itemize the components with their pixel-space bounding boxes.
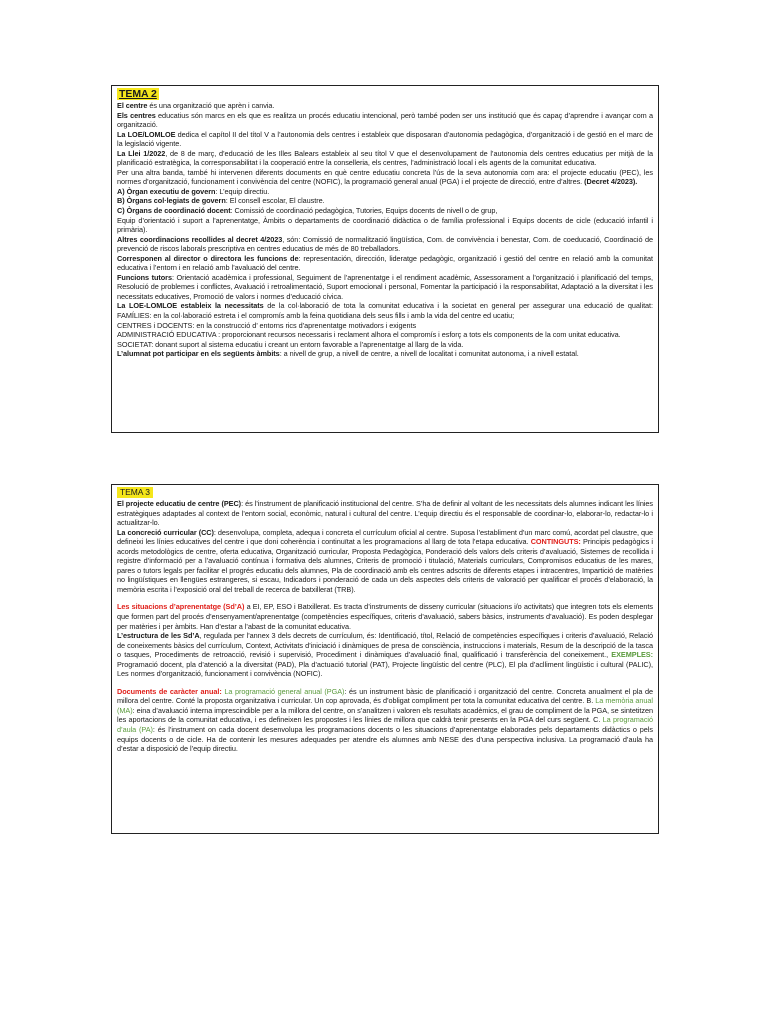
bold-term: C) Òrgans de coordinació docent bbox=[117, 206, 231, 216]
text: Per una altra banda, també hi intervenen diferents documents en què centre educatiu concreta l’ús de la seva autonomia com ara: el projecte educatiu (PEC), les normes d’organització, funcionament i convivència del centre (NOFIC), la programació general anual (PGA) i el projecte de direcció, entre d’altres. bbox=[117, 167, 653, 187]
highlight-red: Les situacions d’aprenentatge (SdʼA) bbox=[117, 602, 245, 612]
bold-term: L’alumnat pot participar en els següents àmbits bbox=[117, 349, 280, 359]
text: SOCIETAT: donant suport al sistema educatiu i creant un entorn favorable a l’aprenentatge al llarg de la vida. bbox=[117, 339, 464, 349]
bold-term: El centre bbox=[117, 101, 148, 110]
highlight-red: CONTINGUTS: bbox=[530, 537, 581, 547]
tema-3-content bbox=[117, 487, 653, 754]
text: , de 8 de març, d’educació de les Illes Balears estableix al seu títol V que el desenvolupament de l’autonomia dels centres educatius per mitjà de la planificació estratègica, la corresponsabilitat i la cooperació entre la conselleria, els centres, l’administració local i els agents de la comunitat educativa. bbox=[117, 148, 653, 168]
paragraph bbox=[117, 235, 653, 254]
tema-3-box bbox=[111, 484, 659, 834]
paragraph bbox=[117, 631, 653, 679]
paragraph bbox=[117, 330, 653, 340]
text: Programació docent, pla d’atenció a la diversitat (PAD), Pla d’actuació tutorial (PAT), Projecte lingüístic del centre (PLC), El pla d’aclliment lingüístic i cultural (PALIC), Les normes d’organització, funcionament i convivència (NOFIC). bbox=[117, 659, 653, 679]
bold-term: L’estructura de les SdʼA bbox=[117, 631, 200, 641]
paragraph bbox=[117, 602, 653, 631]
text: : L’equip directiu. bbox=[215, 186, 270, 196]
bold-term: Altres coordinacions recollides al decret 4/2023 bbox=[117, 234, 283, 244]
bold-term: Funcions tutors bbox=[117, 272, 172, 282]
paragraph bbox=[117, 321, 653, 331]
text: , regulada per l’annex 3 dels decrets de currículum, és: Identificació, títol, Relació de competències específiques i criteris d’avaluació, Relació de coneixements bàsics del currículum, Context, Activitats d’iniciació i dinàmiques de presa de consciència, instruccions i materials, Resum de la descripció de la tasca o tasques, Procediments de retroacció, revisió i supervisió, Procediment i dinàmiques d’avaluació final, qualificació i transferència del coneixement., bbox=[117, 631, 653, 660]
text: Principis pedagògics i acords metodològics de centre, oferta educativa, Organització curricular, Proposta Pedagògica, Ponderació dels valors dels criteris d’avaluació, Sistemes de recollida i registre d’informació per a l’avaluació contínua i formativa dels alumnes, Criteris de promoció i titulació, Materials curriculars, Compromisos educatius de les mares, pares o tutors legals per facilitar el progrés educatiu dels alumnes, Pla de coordinació amb els centres adscrits de diferents etapes i intracentres, Impartició de matèries no lingüístiques en llengües estrangeres, si escau, Indicadors i ponderació de cada un dels aspectes dels criteris de valoració per qualificar el procés d’elaboració, la memòria escrita i l’exposició oral del treball de recerca de batxillerat (TRB). bbox=[117, 537, 653, 594]
paragraph bbox=[117, 254, 653, 273]
highlight-red: Documents de caràcter anual: bbox=[117, 686, 222, 696]
text: : desenvolupa, completa, adequa i concreta el currículum oficial al centre. Suposa l’establiment d’un marc comú, acordat pel claustre, que defineixi les línies educatives del centre i que doni coherència i continuïtat a les programacions al llarg de tota l’etapa educativa. bbox=[117, 527, 654, 547]
tema-2-content bbox=[117, 88, 653, 359]
text: CENTRES i DOCENTS: en la construcció d’ entorns rics d’aprenentatge motivadors i exigents bbox=[117, 320, 417, 330]
text: Equip d’orientació i suport a l’aprenentatge, Àmbits o departaments de coordinació didàctica o de família professional i Equips docents de cicle (educació infantil i primària). bbox=[117, 215, 653, 235]
paragraph bbox=[117, 196, 653, 206]
text: : és l’instrument on cada docent desenvolupa les programacions docents o les situacions d’aprenentatge elaborades pels departaments didàctics o pels equips docents o de cicle. Ha de contenir les mesures adequades per atendre els alumnes amb NESE des d’una perspectiva inclusiva. La programació d’aula ha d’estar a disposició de l’equip directiu. bbox=[117, 725, 653, 754]
tema-2-box bbox=[111, 85, 659, 433]
text: , són: Comissió de normalització lingüística, Com. de convivència i benestar, Com. de coeducació, Coordinació de prevenció de riscos laborals prescriptiva en centres educatius de més de 80 treballadors. bbox=[117, 234, 653, 254]
bold-term: La concreció curricular (CC) bbox=[117, 527, 214, 537]
spacer bbox=[117, 679, 653, 687]
bold-term: Corresponen al director o directora les funcions de bbox=[117, 253, 299, 263]
paragraph bbox=[117, 528, 653, 595]
paragraph bbox=[117, 130, 653, 149]
paragraph bbox=[117, 301, 653, 320]
bold-term: A) Òrgan executiu de govern bbox=[117, 186, 216, 196]
paragraph bbox=[117, 349, 653, 359]
paragraph bbox=[117, 687, 653, 754]
bold-term: El projecte educatiu de centre (PEC) bbox=[117, 499, 242, 508]
bold-term: La LOE-LOMLOE estableix la necessitats bbox=[117, 301, 264, 311]
text: a EI, EP, ESO i Batxillerat. Es tracta d’instruments de disseny curricular (situacions i/o activitats) que integren tots els elements que formen part del procés d’ensenyament/aprenentatge (competències específiques, criteris d’avaluació, sabers bàsics, instruments d’avaluació). Es poden desplegar per matèries i per àmbits. Han d’estar a l’abast de la comunitat educativa. bbox=[117, 602, 654, 631]
highlight-green: La programació general anual (PGA) bbox=[221, 686, 345, 696]
text: dedica el capítol II del títol V a l’autonomia dels centres i estableix que disposaran d’autonomia pedagògica, d’organització i de gestió en el marc de la legislació vigente. bbox=[117, 129, 654, 149]
highlight-green: La programació d’aula (PA) bbox=[117, 715, 653, 735]
tema-2-title: TEMA 2 bbox=[119, 88, 157, 100]
text: és una organització que aprèn i canvia. bbox=[147, 101, 275, 110]
bold-term: La Llei 1/2022 bbox=[117, 148, 166, 158]
paragraph bbox=[117, 206, 653, 216]
paragraph bbox=[117, 340, 653, 350]
text: : representación, dirección, lideratge pedagògic, organització i gestió del centre en relació amb la comunitat educativa i l’entorn i en relació amb l’avaluació del centre. bbox=[117, 253, 653, 273]
text: : és l’instrument de planificació institucional del centre. S’ha de definir al voltant de les necessitats dels alumnes indicant les línies estratègiques adaptades al context de l’entorn social, econòmic, natural i cultural del centre. L’equip directiu és el responsable de coordinar-lo, elaborar-lo, redactar-lo i actualitzar-lo. bbox=[117, 499, 654, 528]
bold-term: (Decret 4/2023). bbox=[584, 177, 638, 187]
text: : Comissió de coordinació pedagògica, Tutories, Equips docents de nivell o de grup, bbox=[230, 206, 498, 216]
text: ADMINISTRACIÓ EDUCATIVA : proporcionant recursos necessaris i reclament alhora el compromís i esforç a tots els components de la com unitat educativa. bbox=[117, 330, 621, 340]
text: : eina d’avaluació interna imprescindible per a la millora del centre, on s’analitzen i valoren els resultats acadèmics, el grau de compliment de la PGA, se sintetitzen les aportacions de la comunitat educativa, i es defineixen les propostes i les línies de millora que caldrà tenir presents en la PGA del curs següent. C. bbox=[117, 705, 653, 725]
paragraph bbox=[117, 216, 653, 235]
paragraph bbox=[117, 187, 653, 197]
paragraph bbox=[117, 273, 653, 302]
tema-3-title: TEMA 3 bbox=[117, 487, 153, 498]
text: educatius són marcs en els que es realitza un procés educatiu intencional, però també poden ser uns institució que és capaç d’aprendre i avançar com a organització. bbox=[117, 110, 654, 130]
bold-term: La LOE/LOMLOE bbox=[117, 129, 176, 139]
text: : és un instrument bàsic de planificació i organització del centre. Concreta anualment el pla de millora del centre. Conté la proposta organitzativa i curricular. Un cop aprovada, és d’obligat compliment per tota la comunitat educativa del centre. B. bbox=[117, 686, 653, 706]
paragraph bbox=[117, 101, 653, 111]
text: : Orientació acadèmica i professional, Seguiment de l’aprenentatge i el rendiment acadèmic, Assessorament a l’organització i planificació del temps, Resolució de problemes i conflictes, Avaluació i retroalimentació, Suport emocional i personal, Fomentar la participació i la responsabilitat, Adaptació a la diversitat i les necessitats educatives, Promoció de valors i normes d’educació cívica. bbox=[117, 272, 653, 301]
paragraph bbox=[117, 168, 653, 187]
text: de la col·laboració de tota la comunitat educativa i la societat en general per assegurar una educació de qualitat: FAMÍLIES: en la col·laboració estreta i el compromís amb la feina quotidiana dels seus fills i amb la vida del centre ed ucatiu; bbox=[117, 301, 654, 321]
bold-term: B) Òrgans col·legiats de govern bbox=[117, 196, 226, 206]
spacer bbox=[117, 594, 653, 602]
paragraph bbox=[117, 499, 653, 528]
text: : a nivell de grup, a nivell de centre, a nivell de localitat i comunitat autonoma, i a nivell estatal. bbox=[279, 349, 579, 359]
paragraph bbox=[117, 111, 653, 130]
highlight-green: La memòria anual (MA) bbox=[117, 696, 654, 715]
highlight-green: EXEMPLES: bbox=[611, 650, 653, 660]
bold-term: Els centres bbox=[117, 110, 156, 120]
text: : El consell escolar, El claustre. bbox=[225, 196, 325, 206]
paragraph bbox=[117, 149, 653, 168]
